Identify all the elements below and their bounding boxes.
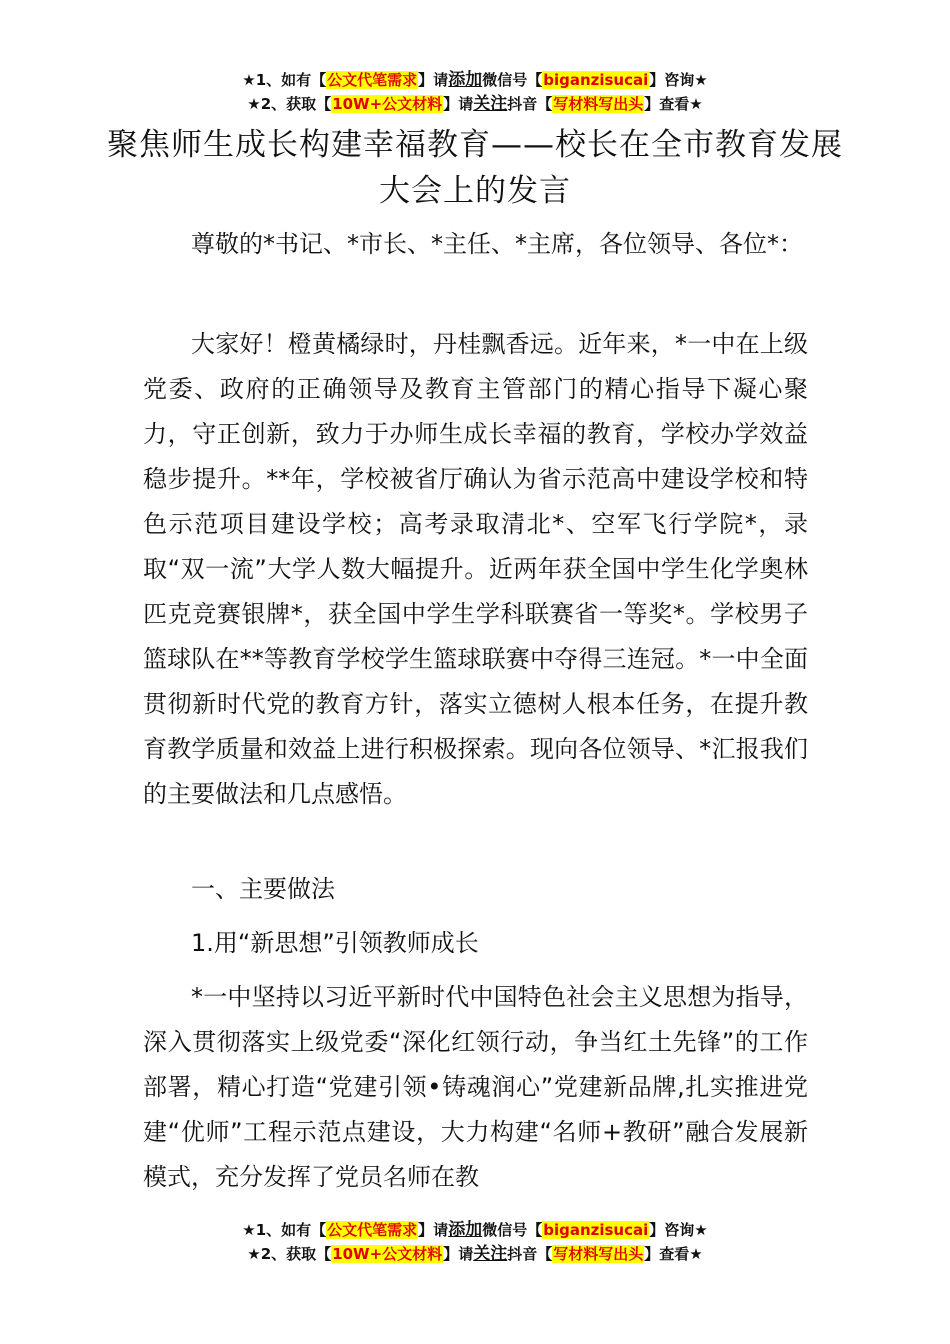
banner-text: 】请 <box>418 71 449 89</box>
banner-emphasis: 关注 <box>473 94 508 114</box>
banner-text: 】咨询★ <box>649 71 708 89</box>
banner-text: ★1、如有【 <box>242 1221 327 1239</box>
banner-text: 】咨询★ <box>649 1221 708 1239</box>
banner-text: ★2、获取【 <box>247 1245 332 1263</box>
banner-highlight-service: 公文代笔需求 <box>327 1221 418 1239</box>
banner-text: 】请 <box>443 1245 474 1263</box>
banner-text: 】请 <box>443 95 474 113</box>
banner-text: 】请 <box>418 1221 449 1239</box>
banner-emphasis: 关注 <box>473 1244 508 1264</box>
banner-line-2 <box>0 1242 950 1266</box>
banner-highlight-douyin: 写材料写出头 <box>553 95 644 113</box>
banner-emphasis: 添加 <box>448 70 483 90</box>
banner-line-1 <box>0 1218 950 1242</box>
banner-line-1 <box>0 68 950 92</box>
banner-text: 抖音【 <box>507 1245 553 1263</box>
banner-highlight-douyin: 写材料写出头 <box>553 1245 644 1263</box>
banner-highlight-materials: 10W+公文材料 <box>332 95 443 113</box>
section-heading: 一、主要做法 <box>191 875 335 903</box>
header-banner <box>0 68 950 116</box>
banner-highlight-service: 公文代笔需求 <box>327 71 418 89</box>
banner-text: ★1、如有【 <box>242 71 327 89</box>
footer-banner <box>0 1218 950 1266</box>
paragraph-body: *一中坚持以习近平新时代中国特色社会主义思想为指导，深入贯彻落实上级党委“深化红领行动，争当红土先锋”的工作部署，精心打造“党建引领•铸魂润心”党建新品牌,扎实推进党建“优师”工程示范点建设，大力构建“名师+教研”融合发展新模式，充分发挥了党员名师在教 <box>143 983 808 1191</box>
paragraph-intro: 大家好！橙黄橘绿时，丹桂飘香远。近年来，*一中在上级党委、政府的正确领导及教育主管部门的精心指导下凝心聚力，守正创新，致力于办师生成长幸福的教育，学校办学效益稳步提升。**年，学校被省厅确认为省示范高中建设学校和特色示范项目建设学校；高考录取清北*、空军飞行学院*，录取“双一流”大学人数大幅提升。近两年获全国中学生化学奥林匹克竞赛银牌*，获全国中学生学科联赛省一等奖*。学校男子篮球队在**等教育学校学生篮球联赛中夺得三连冠。*一中全面贯彻新时代党的教育方针，落实立德树人根本任务，在提升教育教学质量和效益上进行积极探索。现向各位领导、*汇报我们的主要做法和几点感悟。 <box>143 330 808 808</box>
banner-text: 】查看★ <box>644 95 703 113</box>
banner-text: 】查看★ <box>644 1245 703 1263</box>
subsection-heading: 1.用“新思想”引领教师成长 <box>191 929 479 957</box>
banner-highlight-wechat: biganzisucai <box>543 1221 649 1239</box>
document-title: 聚焦师生成长构建幸福教育——校长在全市教育发展大会上的发言 <box>107 127 843 209</box>
banner-text: 微信号【 <box>482 71 543 89</box>
banner-highlight-materials: 10W+公文材料 <box>332 1245 443 1263</box>
banner-text: 微信号【 <box>482 1221 543 1239</box>
banner-emphasis: 添加 <box>448 1220 483 1240</box>
banner-line-2 <box>0 92 950 116</box>
banner-highlight-wechat: biganzisucai <box>543 71 649 89</box>
banner-text: ★2、获取【 <box>247 95 332 113</box>
banner-text: 抖音【 <box>507 95 553 113</box>
salutation: 尊敬的*书记、*市长、*主任、*主席，各位领导、各位*： <box>191 230 803 258</box>
